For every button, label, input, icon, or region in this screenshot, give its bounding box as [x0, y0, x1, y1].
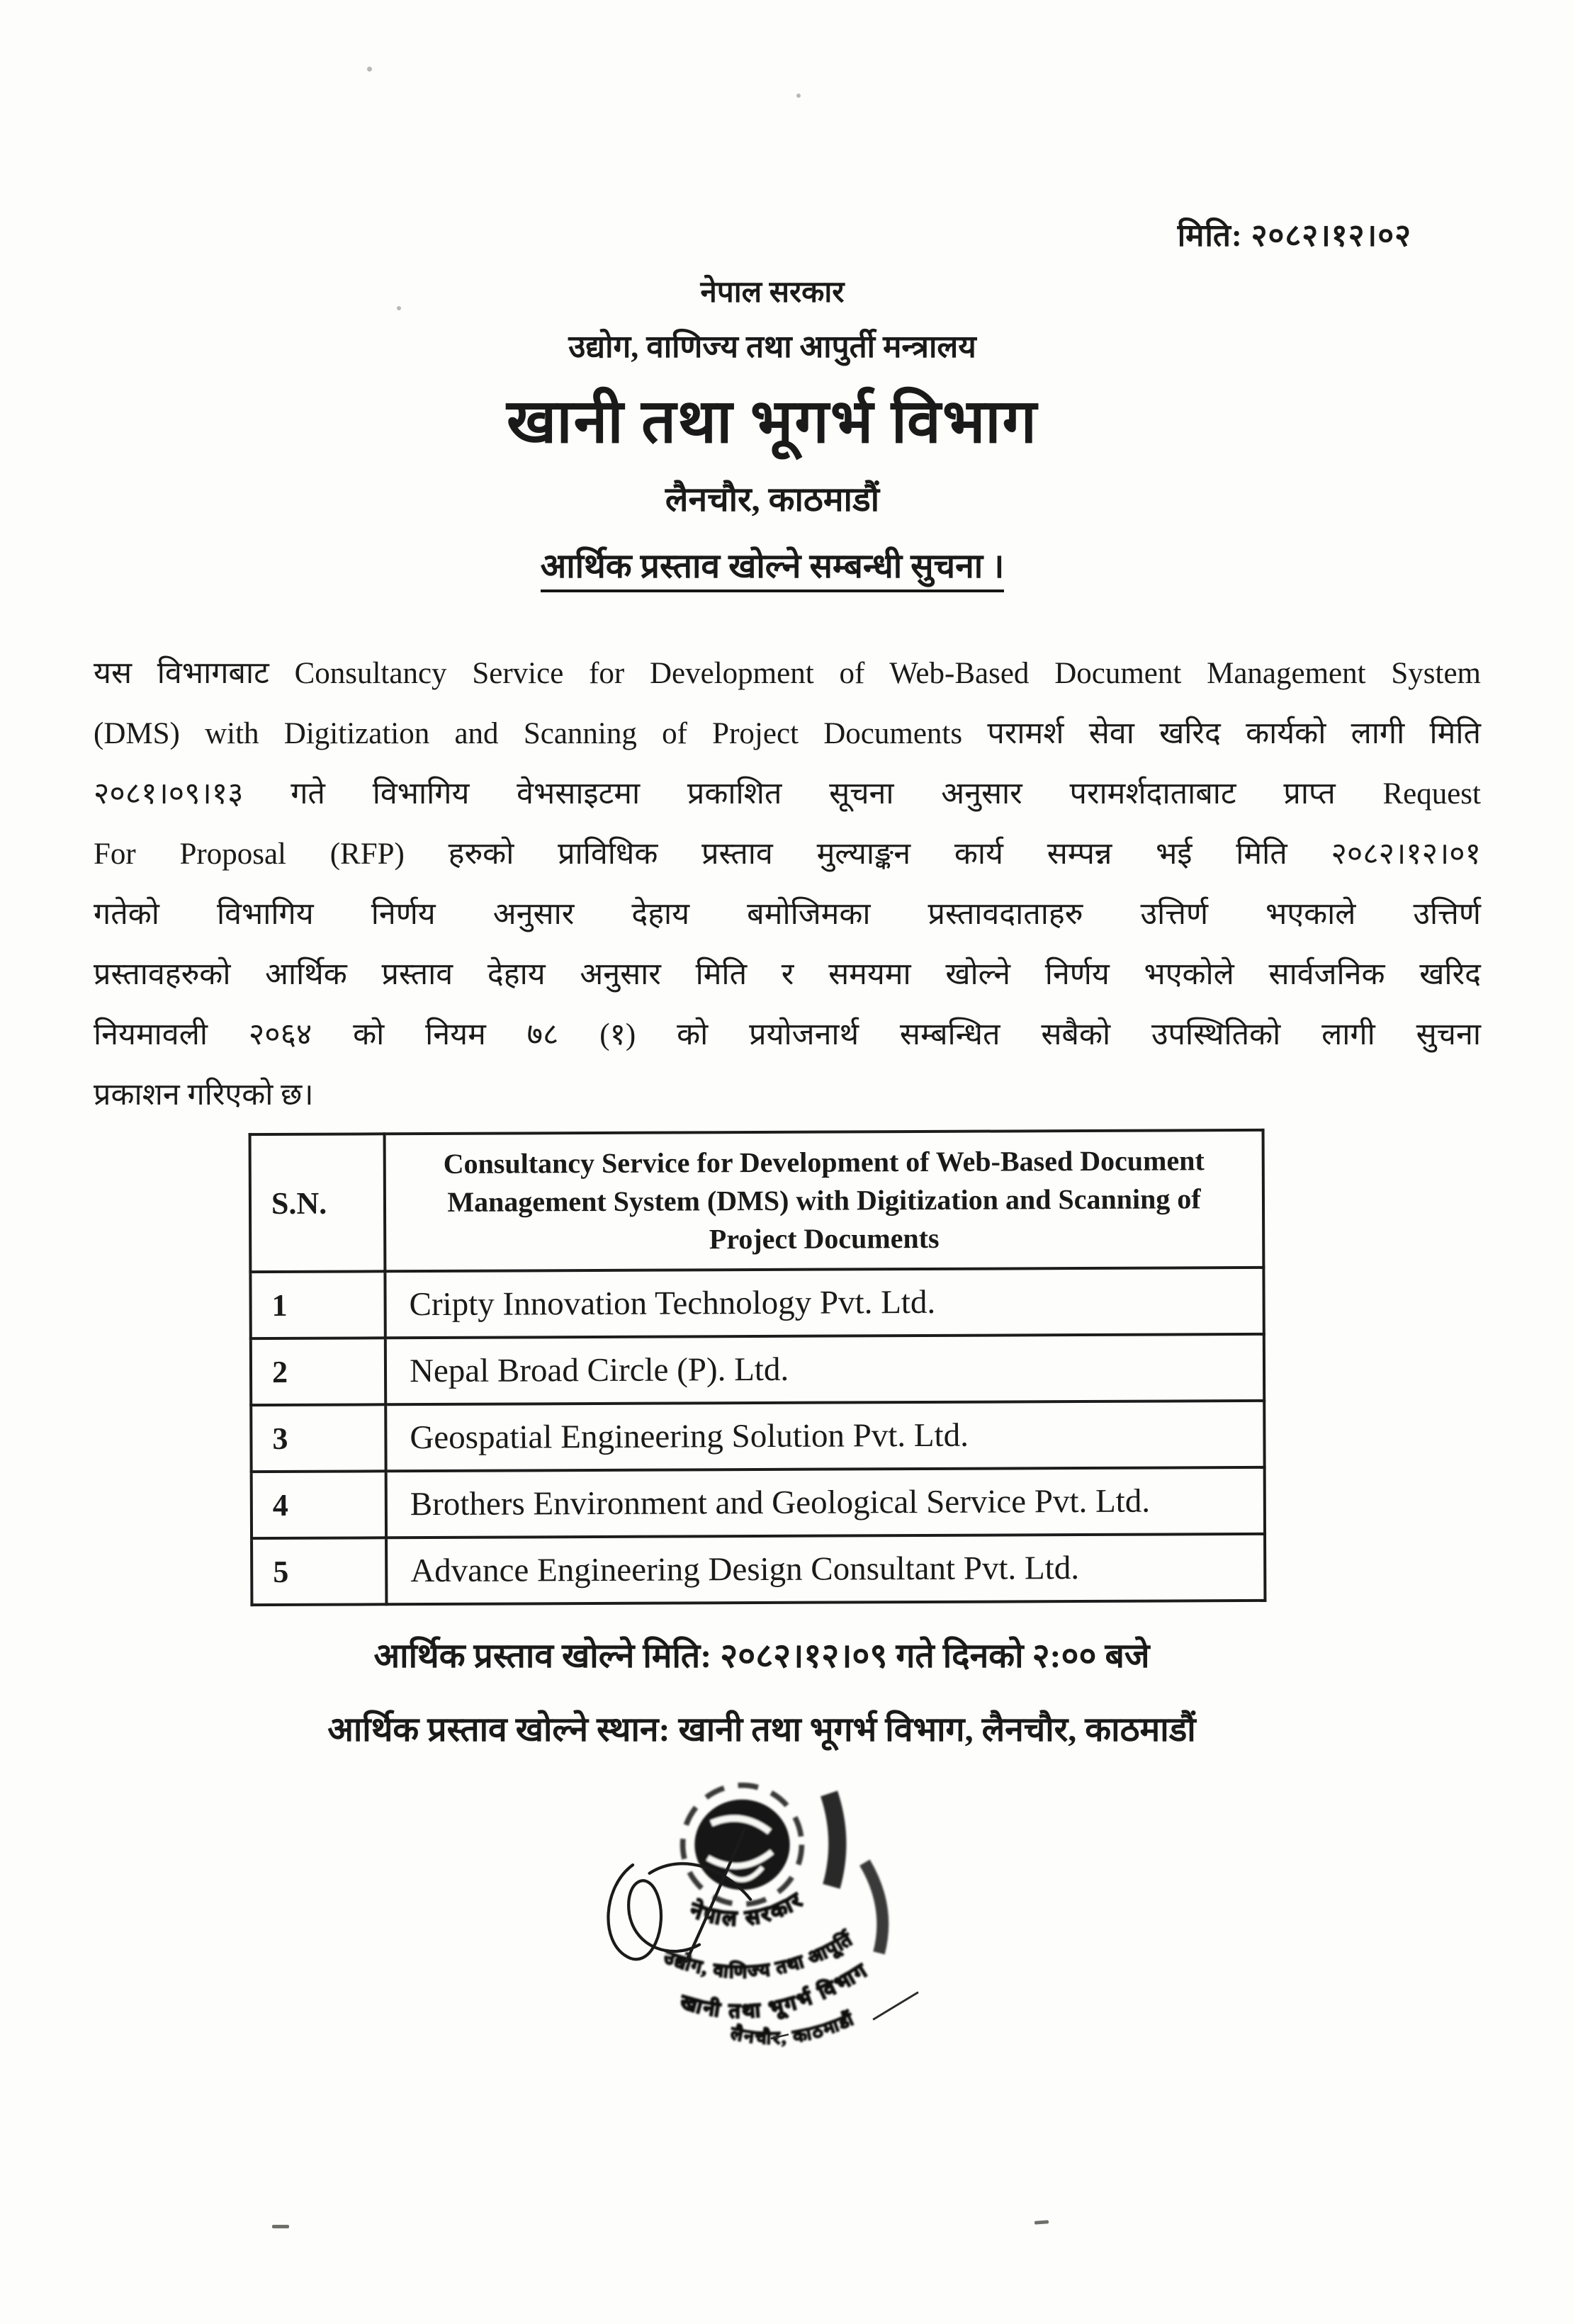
row-firm-name: Brothers Environment and Geological Service Pvt. Ltd. — [386, 1467, 1265, 1538]
paragraph-line: नियमावली २०६४ को नियम ७८ (१) को प्रयोजनार्थ सम्बन्धित सबैको उपस्थितिको लागी सुचना — [94, 1018, 1481, 1051]
official-stamp-graphic — [584, 1743, 925, 2062]
row-sn: 3 — [251, 1404, 385, 1472]
column-header-subject: Consultancy Service for Development of Web-Based Document Management System (DMS) with Digitization and Scanning of Project Documents — [385, 1130, 1264, 1271]
notice-date: मिति: २०८२।१२।०२ — [1177, 218, 1411, 253]
ministry-name: उद्योग, वाणिज्य तथा आपुर्ती मन्त्रालय — [568, 329, 976, 364]
row-firm-name: Geospatial Engineering Solution Pvt. Ltd. — [385, 1401, 1264, 1471]
department-name: खानी तथा भूगर्भ विभाग — [507, 388, 1038, 456]
department-address: लैनचौर, काठमाडौं — [665, 481, 880, 519]
opening-place-line: आर्थिक प्रस्ताव खोल्ने स्थान: खानी तथा भूगर्भ विभाग, लैनचौर, काठमाडौं — [327, 1711, 1196, 1749]
shortlisted-firms-table — [249, 1129, 1267, 1606]
stamp-smudge — [864, 1863, 882, 1953]
row-sn: 5 — [252, 1538, 386, 1605]
table-header-row — [250, 1130, 1264, 1272]
notice-title — [0, 550, 1545, 592]
official-stamp — [584, 1743, 925, 2062]
column-header-sn: S.N. — [250, 1134, 385, 1272]
opening-date-line: आर्थिक प्रस्ताव खोल्ने मिति: २०८२।१२।०९ गते दिनको २:०० बजे — [373, 1637, 1150, 1675]
scan-dash — [272, 2225, 289, 2228]
scan-speck — [796, 94, 801, 98]
paragraph-line: गतेको विभागिय निर्णय अनुसार देहाय बमोजिमका प्रस्तावदाताहरु उत्तिर्ण भएकाले उत्तिर्ण — [94, 898, 1481, 931]
stamp-arc-text: लैनचौर, काठमाडौं — [728, 2009, 858, 2048]
notice-title-text: आर्थिक प्रस्ताव खोल्ने सम्बन्धी सुचना । — [541, 550, 1005, 592]
table-row — [250, 1268, 1263, 1338]
stamp-emblem-smear — [683, 1786, 802, 1905]
paragraph-line: २०८१।०९।१३ गते विभागिय वेभसाइटमा प्रकाशित सूचना अनुसार परामर्शदाताबाट प्राप्त Request — [94, 777, 1481, 811]
row-sn: 1 — [250, 1271, 385, 1338]
stamp-arc-text: उद्योग, वाणिज्य तथा आपूर्ति मन्त्रालय — [584, 1746, 857, 1982]
notice-body-paragraph — [94, 643, 1481, 1125]
scan-dash — [1034, 2220, 1049, 2224]
stamp-smudge — [829, 1793, 838, 1886]
scan-speck — [367, 67, 372, 72]
government-name: नेपाल सरकार — [700, 276, 845, 309]
table-row — [251, 1401, 1264, 1472]
paragraph-line: (DMS) with Digitization and Scanning of Project Documents परामर्श सेवा खरिद कार्यको लागी मिति — [94, 717, 1481, 750]
paragraph-line: प्रकाशन गरिएको छ। — [94, 1078, 314, 1112]
row-firm-name: Cripty Innovation Technology Pvt. Ltd. — [385, 1268, 1263, 1338]
row-sn: 2 — [251, 1338, 385, 1405]
table-row — [252, 1467, 1265, 1538]
table-row — [251, 1334, 1264, 1405]
row-firm-name: Nepal Broad Circle (P). Ltd. — [385, 1334, 1264, 1404]
stamp-arc-text: खानी तथा भूगर्भ विभाग — [677, 1958, 873, 2023]
table-row — [252, 1534, 1265, 1605]
stamp-arc-text: नेपाल सरकार — [687, 1887, 808, 1931]
paragraph-line: For Proposal (RFP) हरुको प्राविधिक प्रस्ताव मुल्याङ्कन कार्य सम्पन्न भई मिति २०८२।१२।०१ — [94, 837, 1481, 871]
scan-speck — [397, 306, 401, 310]
row-sn: 4 — [252, 1471, 386, 1538]
row-firm-name: Advance Engineering Design Consultant Pvt. Ltd. — [386, 1534, 1265, 1604]
letterhead — [0, 278, 1545, 592]
scan-scratch — [873, 1992, 918, 2020]
paragraph-line: प्रस्तावहरुको आर्थिक प्रस्ताव देहाय अनुसार मिति र समयमा खोल्ने निर्णय भएकोले सार्वजनिक खरिद — [94, 958, 1481, 991]
paragraph-line: यस विभागबाट Consultancy Service for Development of Web-Based Document Management System — [94, 657, 1481, 690]
